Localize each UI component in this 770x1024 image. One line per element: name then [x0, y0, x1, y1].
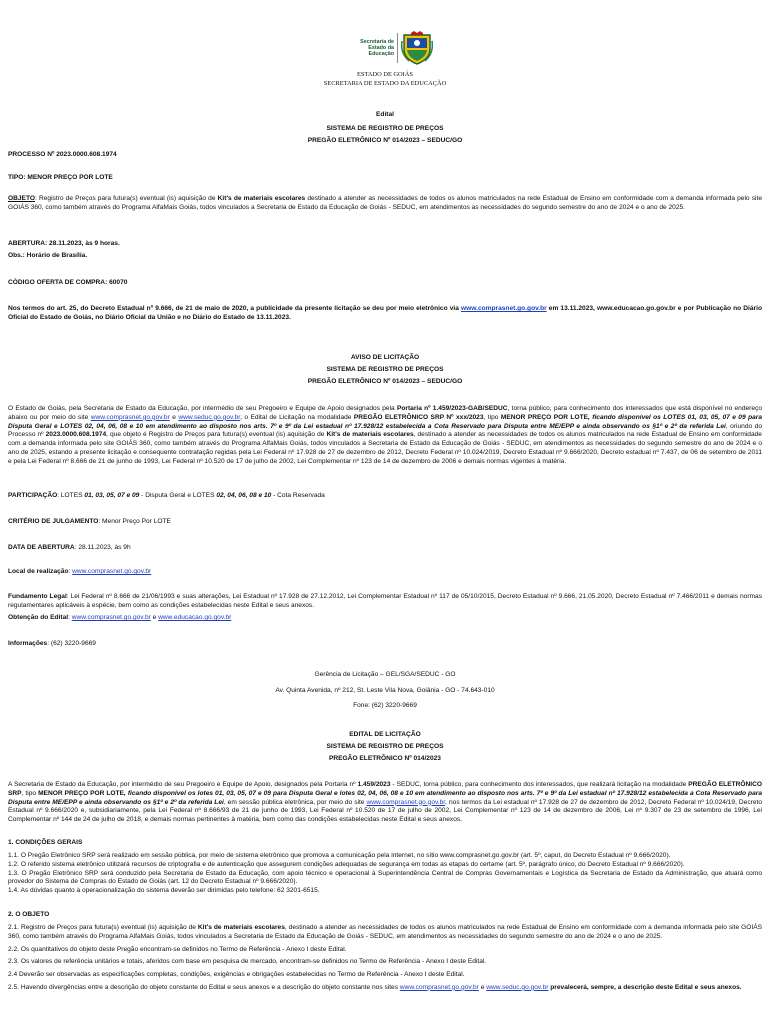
codigo-oferta: CÓDIGO OFERTA DE COMPRA: 60070	[8, 279, 128, 286]
condicoes-gerais-heading: 1. CONDIÇÕES GERAIS	[8, 839, 83, 846]
address-line: Av. Quinta Avenida, nº 212, St. Leste Vila Nova, Goiânia - GO - 74.643-010	[275, 687, 495, 694]
intro-paragraph: A Secretaria de Estado da Educação, por intermédio de seu Pregoeiro e Equipe de Apoio, designados pela Portaria nº 1.459/2023 - SEDUC, torna público, para conhecimento dos interessados, que realizará licitação na modalidade PREGÃO ELETRÔNICO SRP, tipo MENOR PREÇO POR LOTE, ficando disponível os lotes 01, 03, 05, 07 e 09 para Disputa Geral e lotes 02, 04, 06, 08 e 10 em atendimento ao disposto nos arts. 7º e 9º da Lei estadual nº 17.928/12 estabelecida a Cota Reservado para Disputa entre ME/EPP e ainda observando os §1º e 2º da referida Lei, em sessão pública eletrônica, por meio do site www.comprasnet.go.gov.br, nos termos da Lei estadual nº 17.928 de 27 de dezembro de 2012, Decreto Federal nº 10.024/19, Decreto Estadual nº 9.666/2020 e, subsidiariamente, pela Lei Federal nº 8.666/93 de 21 de junho de 1993, Lei Federal nº 10.520 de 17 de julho de 2002, Lei Complementar nº 123 de 14 de dezembro de 2006, Lei nº 9.307 de 23 de setembro de 1996, Lei Complementar nº 144 de 24 de julho de 2018, e demais normas pertinentes à matéria, bem como das condições estabelecidas neste Edital e seus anexos.	[8, 781, 763, 824]
aviso-srp: SISTEMA DE REGISTRO DE PREÇOS	[326, 366, 444, 373]
list-item: 1.1. O Pregão Eletrônico SRP será realizado em sessão pública, por meio de sistema eletrônico que promova a comunicação pela internet, no sítio www.comprasnet.go.gov.br (art. 5º, caput, do Decreto Estadual nº 9.666/2020).	[8, 852, 671, 859]
list-item: 1.4. As dúvidas quanto à operacionalização do sistema deverão ser dirimidas pelo telefone: 62 3201-6515.	[8, 887, 320, 895]
state-name: ESTADO DE GOIÁS	[357, 71, 413, 78]
condicoes-list	[8, 852, 762, 896]
edital-title: Edital	[376, 111, 394, 118]
objeto-paragraph: OBJETO: Registro de Preços para futura(s) eventual (is) aquisição de Kit's de materiais escolares destinado a atender as necessidades de todos os alunos matriculados na rede Estadual de Ensino em conformidade com a demanda informada pelo site GOIÁS 360, como também através do Programa AlfaMais Goiás, todos vinculados a Secretaria de Estado da Educação de Goiás - SEDUC, em atendimentos as necessidades do segundo semestre do ano de 2024 e o ano de 2025.	[8, 195, 762, 211]
objeto-list	[8, 924, 762, 993]
list-item: 2.2. Os quantitativos do objeto deste Pregão encontram-se definidos no Termo de Referência - Anexo I deste Edital.	[8, 945, 347, 953]
aviso-paragraph: O Estado de Goiás, pela Secretaria de Estado da Educação, por intermédio de seu Pregoeiro e Equipe de Apoio designados pela Portaria nº 1.459/2023-GAB/SEDUC, torna público, para conhecimento dos interessados que está disponível no endereço abaixo ou por meio do site www.comprasnet.go.gov.br e www.seduc.go.gov.br, o Edital de Licitação na modalidade PREGÃO ELETRÔNICO SRP Nº xxx/2023, tipo MENOR PREÇO POR LOTE, ficando disponível os LOTES 01, 03, 05, 07 e 09 para Disputa Geral e LOTES 02, 04, 06, 08 e 10 em atendimento ao disposto nos arts. 7º e 9º da Lei estadual nº 17.928/12 estabelecida a Cota Reservado para Disputa entre ME/EPP e ainda observando os §1º e 2º da referida Lei, oriundo do Processo nº 2023.0000.608.1974, que objeto é Registro de Preços para futura(s) eventual (is) aquisição de Kit's de materiais escolares, destinado a atender as necessidades de todos os alunos matriculados na rede Estadual de Ensino em conformidade com a demanda informada pelo site GOIÁS 360, como também através do Programa AlfaMais Goiás, todos vinculados a Secretaria de Estado da Educação de Goiás - SEDUC, em atendimentos as necessidades do segundo semestre do ano de 2024 e o ano de 2025, estando a presente licitação e consequente contratação regidas pela Lei Federal nº 17.928 de 27 de dezembro de 2012, Decreto Federal nº 10.024/2019, Decreto Estadual nº 9.666/2020, Decreto estadual nº 7.437, de 06 de setembro de 2011 e pela Lei Federal nº 8.666 de 21 de junho de 1993, Lei Federal nº 10.520 de 17 de julho de 2002, Lei Complementar nº 123 de 14 de dezembro de 2006 e demais normas vigentes à matéria.	[8, 405, 763, 465]
educacao-link[interactable]: www.educacao.go.gov.br	[158, 614, 232, 621]
srp-title: SISTEMA DE REGISTRO DE PREÇOS	[326, 125, 444, 132]
publicacao-paragraph: Nos termos do art. 25, do Decreto Estadual nº 9.666, de 21 de maio de 2020, a publicidade da presente licitação se deu por meio eletrônico via www.comprasnet.go.gov.br em 13.11.2023, www.educacao.go.gov.br e por Publicação no Diário Oficial do Estado de Goiás, no Diário Oficial da União e no Diário do Estado de 13.11.2023.	[8, 305, 762, 321]
list-item: 2.4 Deverão ser observadas as especificações completas, condições, exigências e obrigações estabelecidas no Termo de Referência - Anexo I deste Edital.	[8, 971, 465, 979]
gerencia-line: Gerência de Licitação – GEL/SGA/SEDUC - GO	[314, 671, 456, 678]
comprasnet-link[interactable]: www.comprasnet.go.gov.br	[460, 305, 547, 312]
objeto-label: OBJETO	[8, 195, 35, 202]
list-item: 1.3. O Pregão Eletrônico SRP será conduzido pela Secretaria de Estado da Educação, com apoio técnico e operacional à Superintendência Central de Compras Governamentais e Logística da Secretaria de Estado da Administração, que atuará como provedor do Sistema de Compras do Estado de Goiás (art. 12 do Decreto Estadual nº 9.666/2020).	[8, 869, 762, 886]
phone-line: Fone: (62) 3220-9669	[353, 702, 417, 709]
objeto-heading: 2. O OBJETO	[8, 911, 50, 918]
list-item: 2.1. Registro de Preços para futura(s) eventual (is) aquisição de Kit's de materiais escolares, destinado a atender as necessidades de todos os alunos matriculados na rede Estadual de Ensino em conformidade com a demanda informada pelo site GOIÁS 360, como também através do Programa AlfaMais Goiás, todos vinculados a Secretaria de Estado da Educação de Goiás - SEDUC, em atendimentos as necessidades do segundo semestre do ano de 2024 e o ano de 2025.	[8, 924, 762, 940]
seduc-logo	[338, 30, 434, 66]
aviso-title: AVISO DE LICITAÇÃO	[350, 354, 420, 361]
comprasnet-link[interactable]: www.comprasnet.go.gov.br	[90, 413, 170, 421]
local-line: Local de realização: www.comprasnet.go.gov.br	[8, 568, 152, 575]
comprasnet-link[interactable]: www.comprasnet.go.gov.br	[366, 798, 446, 806]
obtencao-line: Obtenção do Edital: www.comprasnet.go.gov.br e www.educacao.go.gov.br	[8, 614, 232, 621]
comprasnet-link[interactable]: www.comprasnet.go.gov.br	[71, 614, 151, 621]
fundamento-paragraph: Fundamento Legal: Lei Federal nº 8.666 de 21/06/1993 e suas alterações, Lei Estadual nº 17.928 de 27.12.2012, Lei Complementar Estadual nº 117 de 05/10/2015, Decreto Estadual nº 9.666, 21.05.2020, Decreto Estadual nº 7.466/2011 e demais normas regulamentares aplicáveis à espécie, bem como as condições estabelecidas neste Edital e seus anexos.	[8, 593, 762, 609]
abertura-line: ABERTURA: 28.11.2023, às 9 horas.	[8, 240, 120, 247]
aviso-pregao: PREGÃO ELETRÔNICO Nº 014/2023 – SEDUC/GO	[307, 378, 463, 385]
comprasnet-link[interactable]: www.comprasnet.go.gov.br	[399, 983, 479, 991]
processo-number: PROCESSO Nº 2023.0000.608.1974	[8, 151, 117, 158]
logo-divider	[397, 33, 398, 63]
list-item: 1.2. O referido sistema eletrônico utilizará recursos de criptografia e de autenticação que assegurem condições adequadas de segurança em todas as etapas do certame (art. 5º, parágrafo único, do Decreto Estadual nº 9.666/2020).	[8, 860, 685, 868]
criterio-line: CRITÉRIO DE JULGAMENTO: Menor Preço Por LOTE	[8, 518, 171, 525]
edital-srp: SISTEMA DE REGISTRO DE PREÇOS	[326, 743, 444, 750]
pregao-title: PREGÃO ELETRÔNICO Nº 014/2023 – SEDUC/GO	[307, 137, 463, 144]
tipo-line: TIPO: MENOR PREÇO POR LOTE	[8, 174, 113, 181]
goias-crest-icon	[401, 31, 433, 65]
informacoes-line: Informações: (62) 3220-9669	[8, 640, 96, 647]
secretariat-name: SECRETARIA DE ESTADO DA EDUCAÇÃO	[323, 80, 447, 87]
obs-line: Obs.: Horário de Brasília.	[8, 252, 88, 259]
participacao-line: PARTICIPAÇÃO: LOTES 01, 03, 05, 07 e 09 - Disputa Geral e LOTES 02, 04, 06, 08 e 10 - Cota Reservada	[8, 492, 325, 499]
seduc-link[interactable]: www.seduc.go.gov.br	[486, 983, 549, 991]
edital-licitacao-title: EDITAL DE LICITAÇÃO	[349, 731, 421, 738]
comprasnet-link[interactable]: www.comprasnet.go.gov.br	[72, 568, 152, 575]
logo-text: Secretaria de Estado da Educação	[360, 38, 394, 58]
seduc-link[interactable]: www.seduc.go.gov.br	[178, 413, 241, 421]
list-item: 2.3. Os valores de referência unitários e totais, aferidos com base em pesquisa de mercado, encontram-se definidos no Termo de Referência - Anexo I deste Edital.	[8, 958, 487, 966]
data-abertura-line: DATA DE ABERTURA: 28.11.2023, às 9h	[8, 544, 131, 551]
list-item: 2.5. Havendo divergências entre a descrição do objeto constante do Edital e seus anexos e a descrição do objeto constante nos sites www.comprasnet.go.gov.br e www.seduc.go.gov.br prevalecerá, sempre, a descrição deste Edital e seus anexos.	[8, 983, 742, 991]
edital-pregao: PREGÃO ELETRÔNICO Nº 014/2023	[329, 755, 441, 762]
